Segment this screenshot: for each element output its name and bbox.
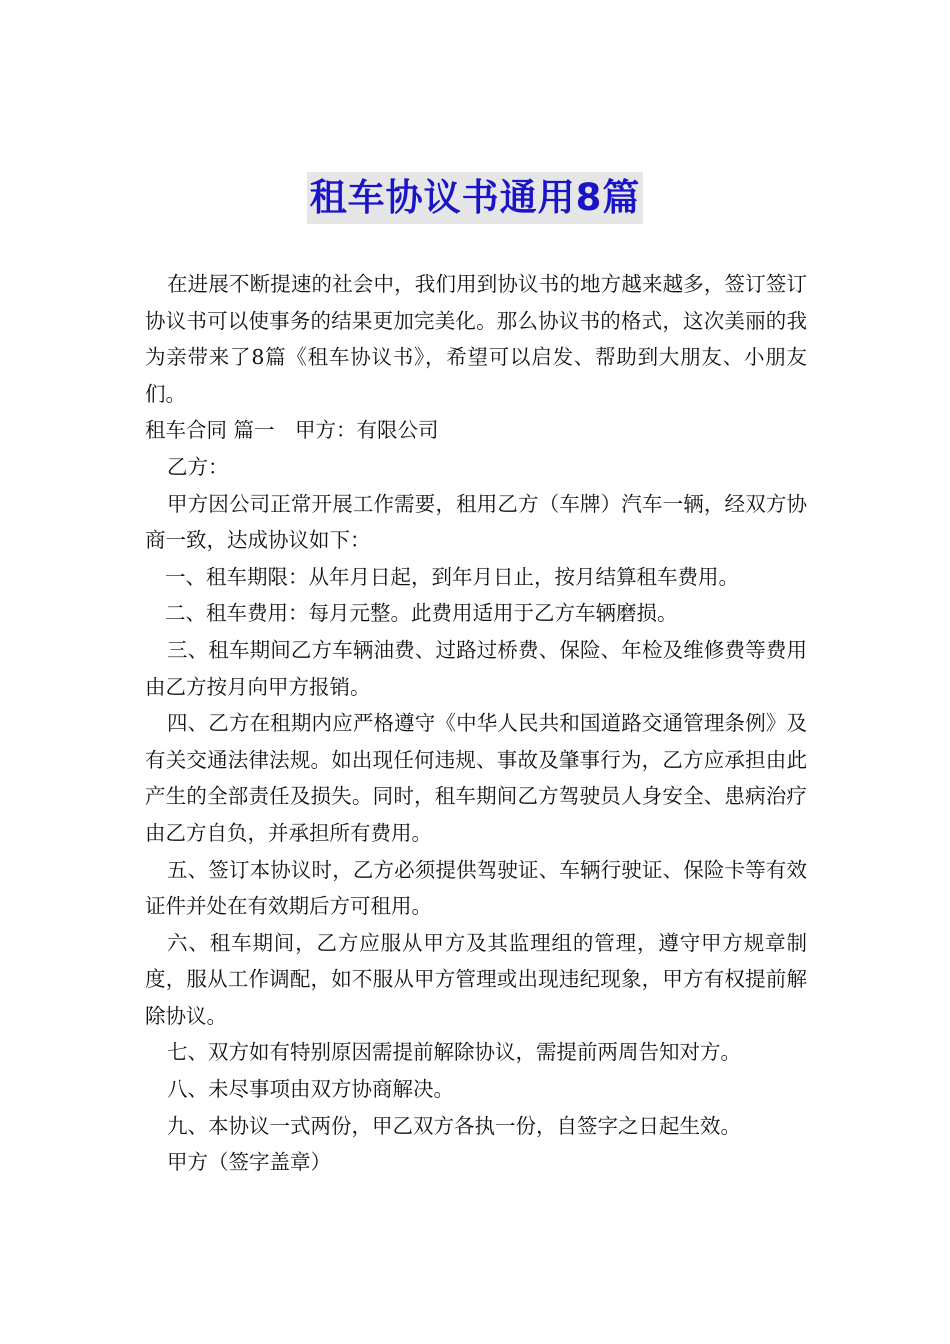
clause-5: 五、签订本协议时，乙方必须提供驾驶证、车辆行驶证、保险卡等有效证件并处在有效期后方可租用。 — [145, 857, 807, 919]
clause-7: 七、双方如有特别原因需提前解除协议，需提前两周告知对方。 — [167, 1040, 741, 1065]
party-b-line: 乙方： — [167, 454, 229, 479]
clause-3: 三、租车期间乙方车辆油费、过路过桥费、保险、年检及维修费等费用由乙方按月向甲方报销。 — [145, 637, 807, 699]
document-title: 租车协议书通用8篇 — [307, 172, 644, 224]
intro-paragraph: 在进展不断提速的社会中，我们用到协议书的地方越来越多，签订签订协议书可以使事务的结果更加完美化。那么协议书的格式，这次美丽的我为亲带来了8篇《租车协议书》，希望可以启发、帮助到大朋友、小朋友们。 — [145, 272, 807, 406]
clause-4: 四、乙方在租期内应严格遵守《中华人民共和国道路交通管理条例》及有关交通法律法规。如出现任何违规、事故及肇事行为，乙方应承担由此产生的全部责任及损失。同时，租车期间乙方驾驶员人身安全、患病治疗由乙方自负，并承担所有费用。 — [145, 711, 807, 845]
preamble-paragraph: 甲方因公司正常开展工作需要，租用乙方（车牌）汽车一辆，经双方协商一致，达成协议如下： — [145, 491, 807, 553]
clause-1: 一、租车期限：从年月日起，到年月日止，按月结算租车费用。 — [165, 564, 739, 589]
document-body — [145, 266, 807, 1181]
title-container — [0, 172, 950, 224]
section-heading: 租车合同 篇一 甲方：有限公司 — [145, 418, 439, 443]
clause-2: 二、租车费用：每月元整。此费用适用于乙方车辆磨损。 — [165, 601, 678, 626]
signature-line: 甲方（签字盖章） — [167, 1150, 331, 1175]
clause-6: 六、租车期间，乙方应服从甲方及其监理组的管理，遵守甲方规章制度，服从工作调配，如不服从甲方管理或出现违纪现象，甲方有权提前解除协议。 — [145, 930, 807, 1028]
clause-8: 八、未尽事项由双方协商解决。 — [167, 1077, 454, 1102]
clause-9: 九、本协议一式两份，甲乙双方各执一份，自签字之日起生效。 — [167, 1113, 741, 1138]
